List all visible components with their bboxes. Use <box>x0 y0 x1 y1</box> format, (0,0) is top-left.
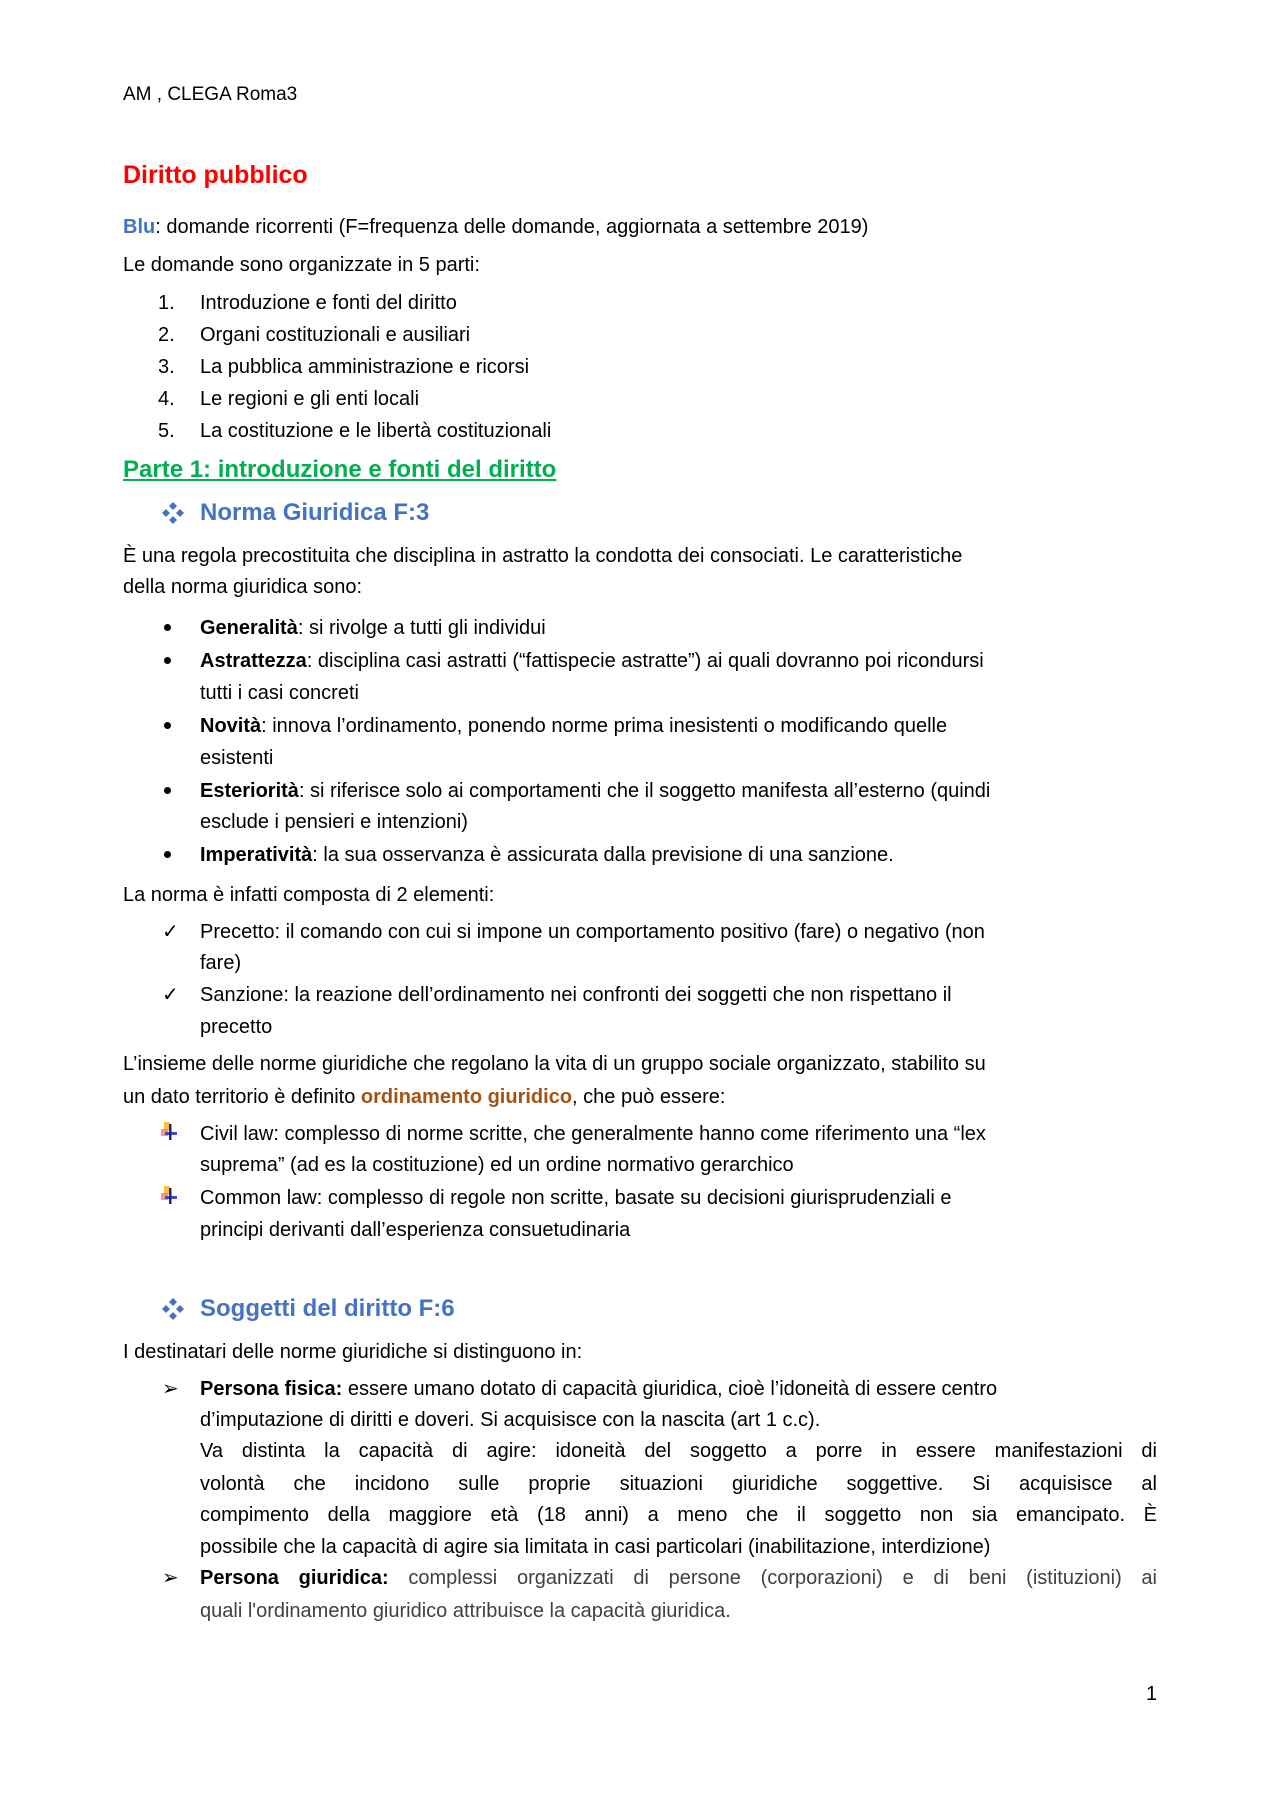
list-number: 3. <box>158 356 175 378</box>
section-heading-norma: Norma Giuridica F:3 <box>200 499 430 526</box>
list-item-continuation: fare) <box>200 952 242 974</box>
paragraph-line: della norma giuridica sono: <box>123 576 363 598</box>
list-item: La pubblica amministrazione e ricorsi <box>200 356 530 378</box>
list-item-continuation: Va distinta la capacità di agire: idoneità del soggetto a porre in essere manifestazioni di <box>200 1440 1157 1462</box>
checkmark-icon: ✓ <box>162 984 179 1006</box>
list-item: Esteriorità: si riferisce solo ai comportamenti che il soggetto manifesta all’esterno (quindi <box>200 780 991 802</box>
list-item: Le regioni e gli enti locali <box>200 388 420 410</box>
bullet-icon <box>164 624 171 631</box>
legend-line <box>123 215 868 239</box>
paragraph-line: un dato territorio è definito ordinamento giuridico, che può essere: <box>123 1086 726 1108</box>
list-number: 1. <box>158 292 175 314</box>
legend-key: Blu <box>123 216 156 238</box>
list-item-continuation: d’imputazione di diritti e doveri. Si acquisisce con la nascita (art 1 c.c). <box>200 1409 821 1431</box>
list-item: Introduzione e fonti del diritto <box>200 292 457 314</box>
list-item-continuation: quali l'ordinamento giuridico attribuisce la capacità giuridica. <box>200 1600 731 1622</box>
bullet-icon <box>164 787 171 794</box>
list-item-continuation: esclude i pensieri e intenzioni) <box>200 811 468 833</box>
diamond-bullet-icon <box>160 500 186 526</box>
list-item: Persona giuridica: complessi organizzati di persone (corporazioni) e di beni (istituzioni) ai <box>200 1567 1157 1589</box>
list-item: Persona fisica: essere umano dotato di capacità giuridica, cioè l’idoneità di essere centro <box>200 1378 998 1400</box>
bullet-icon <box>164 657 171 664</box>
section-heading-soggetti: Soggetti del diritto F:6 <box>200 1295 455 1322</box>
arrow-bullet-icon: ➢ <box>162 1567 179 1589</box>
list-item-continuation: possibile che la capacità di agire sia limitata in casi particolari (inabilitazione, interdizione) <box>200 1536 991 1558</box>
list-item: La costituzione e le libertà costituzionali <box>200 420 552 442</box>
list-item-continuation: suprema” (ad es la costituzione) ed un ordine normativo gerarchico <box>200 1154 794 1176</box>
diamond-bullet-icon <box>160 1296 186 1322</box>
paragraph-line: L’insieme delle norme giuridiche che regolano la vita di un gruppo sociale organizzato, stabilito su <box>123 1053 986 1075</box>
legend-text: : domande ricorrenti (F=frequenza delle domande, aggiornata a settembre 2019) <box>155 216 869 238</box>
list-item-continuation: volontà che incidono sulle proprie situazioni giuridiche soggettive. Si acquisisce al <box>200 1473 1157 1495</box>
document-title: Diritto pubblico <box>123 161 308 189</box>
pushpin-bullet-icon <box>160 1120 180 1142</box>
list-number: 5. <box>158 420 175 442</box>
list-item-continuation: precetto <box>200 1016 273 1038</box>
bullet-icon <box>164 722 171 729</box>
paragraph-line: I destinatari delle norme giuridiche si distinguono in: <box>123 1341 583 1363</box>
list-item: Organi costituzionali e ausiliari <box>200 324 471 346</box>
list-number: 4. <box>158 388 175 410</box>
list-item: Precetto: il comando con cui si impone un comportamento positivo (fare) o negativo (non <box>200 921 985 943</box>
page-header: AM , CLEGA Roma3 <box>123 84 298 105</box>
list-item: Sanzione: la reazione dell’ordinamento nei confronti dei soggetti che non rispettano il <box>200 984 952 1006</box>
arrow-bullet-icon: ➢ <box>162 1378 179 1400</box>
page-number: 1 <box>1146 1683 1158 1705</box>
pushpin-bullet-icon <box>160 1184 180 1206</box>
bullet-icon <box>164 851 171 858</box>
parts-intro: Le domande sono organizzate in 5 parti: <box>123 254 480 276</box>
list-item: Generalità: si rivolge a tutti gli individui <box>200 617 546 639</box>
list-item: Imperatività: la sua osservanza è assicurata dalla previsione di una sanzione. <box>200 844 894 866</box>
list-item: Common law: complesso di regole non scritte, basate su decisioni giurisprudenziali e <box>200 1187 952 1209</box>
list-item: Astrattezza: disciplina casi astratti (“fattispecie astratte”) ai quali dovranno poi ricondursi <box>200 650 984 672</box>
list-item-continuation: principi derivanti dall’esperienza consuetudinaria <box>200 1219 631 1241</box>
list-item-continuation: tutti i casi concreti <box>200 682 359 704</box>
list-item-continuation: esistenti <box>200 747 274 769</box>
list-item: Civil law: complesso di norme scritte, che generalmente hanno come riferimento una “lex <box>200 1123 986 1145</box>
part-heading: Parte 1: introduzione e fonti del diritto <box>123 456 557 483</box>
elements-intro: La norma è infatti composta di 2 elementi: <box>123 884 495 906</box>
highlighted-term: ordinamento giuridico <box>360 1086 573 1108</box>
checkmark-icon: ✓ <box>162 921 179 943</box>
paragraph-line: È una regola precostituita che disciplina in astratto la condotta dei consociati. Le caratteristiche <box>123 545 963 567</box>
list-item-continuation: compimento della maggiore età (18 anni) a meno che il soggetto non sia emancipato. È <box>200 1504 1157 1526</box>
list-number: 2. <box>158 324 175 346</box>
list-item: Novità: innova l’ordinamento, ponendo norme prima inesistenti o modificando quelle <box>200 715 948 737</box>
